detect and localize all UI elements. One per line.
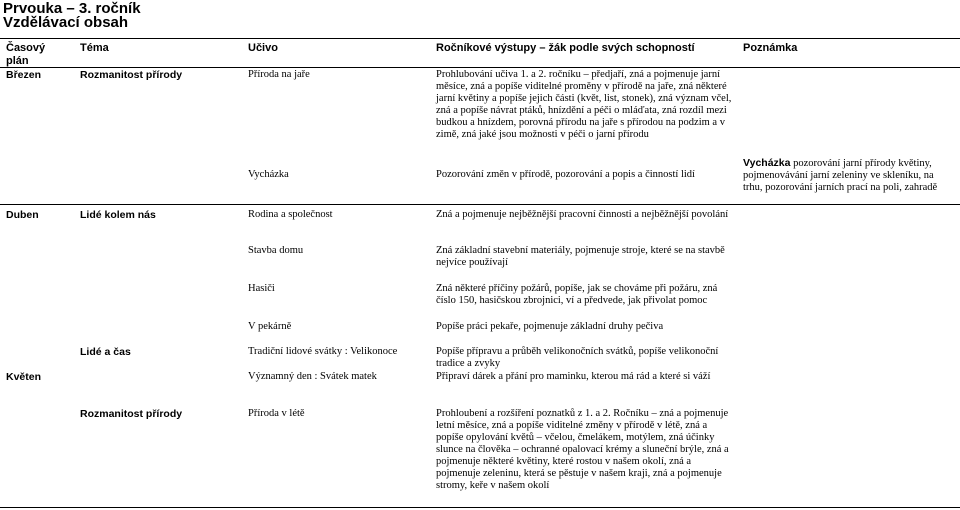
curriculum-vychazka: Vycházka (248, 169, 289, 180)
curriculum-velikonoce: Tradiční lidové svátky : Velikonoce (248, 346, 398, 357)
table-top-border (0, 38, 960, 39)
topic-rozmanitost-prirody-kveten: Rozmanitost přírody (80, 408, 183, 420)
curriculum-stavba-domu: Stavba domu (248, 245, 304, 256)
header-curriculum: Učivo (248, 42, 278, 54)
outcome-rodina-a-spolecnost: Zná a pojmenuje nejběžnější pracovní činnosti a nejběžnější povolání (436, 209, 729, 220)
month-duben: Duben (6, 209, 39, 221)
header-topic: Téma (80, 42, 109, 54)
header-period-line1: Časový (6, 42, 46, 54)
outcome-priroda-na-jare: Prohlubování učiva 1. a 2. ročníku – předjaří, zná a pojmenuje jarní měsíce, zná a popíše viditelné proměny v přírodě na jaře, zná některé jarní květiny a popíše jejich části (květ, list, stonek), zná význam včel, zná a popíše návrat ptáků, hnízdění a péči o mláďata, zná rozdíl mezi budkou a hnízdem, porovná přírodu na jaře s přírodou na podzim a v zimě, zná jaké jsou možnosti v péči o jarní přírodu (436, 69, 732, 140)
outcome-svatek-matek: Připraví dárek a přání pro maminku, kterou má rád a které si váží (436, 371, 711, 382)
note-vychazka-text: pozorování jarní přírody květiny, pojmenovávání jarní zeleniny ve skleníku, na trhu, pozorování jarních prací na poli, zahradě (743, 158, 938, 193)
header-period-line2: plán (6, 55, 29, 67)
header-outcomes: Ročníkové výstupy – žák podle svých schopností (436, 42, 695, 54)
outcome-velikonoce: Popíše přípravu a průběh velikonočních svátků, popíše velikonoční tradice a zvyky (436, 346, 719, 369)
note-vychazka-label: Vycházka (743, 157, 791, 169)
topic-rozmanitost-prirody: Rozmanitost přírody (80, 69, 183, 81)
document-title: Prvouka – 3. ročník (3, 0, 141, 17)
curriculum-rodina-a-spolecnost: Rodina a společnost (248, 209, 333, 220)
header-notes: Poznámka (743, 42, 798, 54)
note-vychazka (743, 157, 955, 194)
curriculum-v-pekarne: V pekárně (248, 321, 292, 332)
document-subtitle: Vzdělávací obsah (3, 14, 129, 31)
outcome-hasici: Zná některé příčiny požárů, popíše, jak se chováme při požáru, zná číslo 150, hasičskou zbrojnici, ví a předvede, jak přivolat pomoc (436, 283, 718, 306)
row-separator-brezen (0, 204, 960, 205)
topic-lide-kolem-nas: Lidé kolem nás (80, 209, 156, 221)
topic-lide-a-cas: Lidé a čas (80, 346, 131, 358)
table-bottom-border (0, 507, 960, 508)
header-separator (0, 67, 960, 68)
outcome-priroda-v-lete: Prohloubení a rozšíření poznatků z 1. a 2. Ročníku – zná a pojmenuje letní měsíce, zná a popíše viditelné změny v přírodě v létě, zná a popíše opylování květů – včelou, čmelákem, motýlem, zná účinky slunce na člověka – ochranné opalovací krémy a sluneční brýle, zná a pojmenuje některé květiny, které rostou v našem okolí, zná a pojmenuje zeleninu, která se pěstuje v našem kraji, zná a pojmenuje stromy, keře v našem okolí (436, 408, 729, 491)
outcome-v-pekarne: Popíše práci pekaře, pojmenuje základní druhy pečiva (436, 321, 664, 332)
curriculum-priroda-na-jare: Příroda na jaře (248, 69, 310, 80)
curriculum-hasici: Hasiči (248, 283, 275, 294)
curriculum-priroda-v-lete: Příroda v létě (248, 408, 305, 419)
curriculum-svatek-matek: Významný den : Svátek matek (248, 371, 377, 382)
outcome-vychazka: Pozorování změn v přírodě, pozorování a popis a činností lidí (436, 169, 695, 180)
month-brezen: Březen (6, 69, 42, 81)
month-kveten: Květen (6, 371, 42, 383)
outcome-stavba-domu: Zná základní stavební materiály, pojmenuje stroje, které se na stavbě nejvíce používají (436, 245, 725, 268)
